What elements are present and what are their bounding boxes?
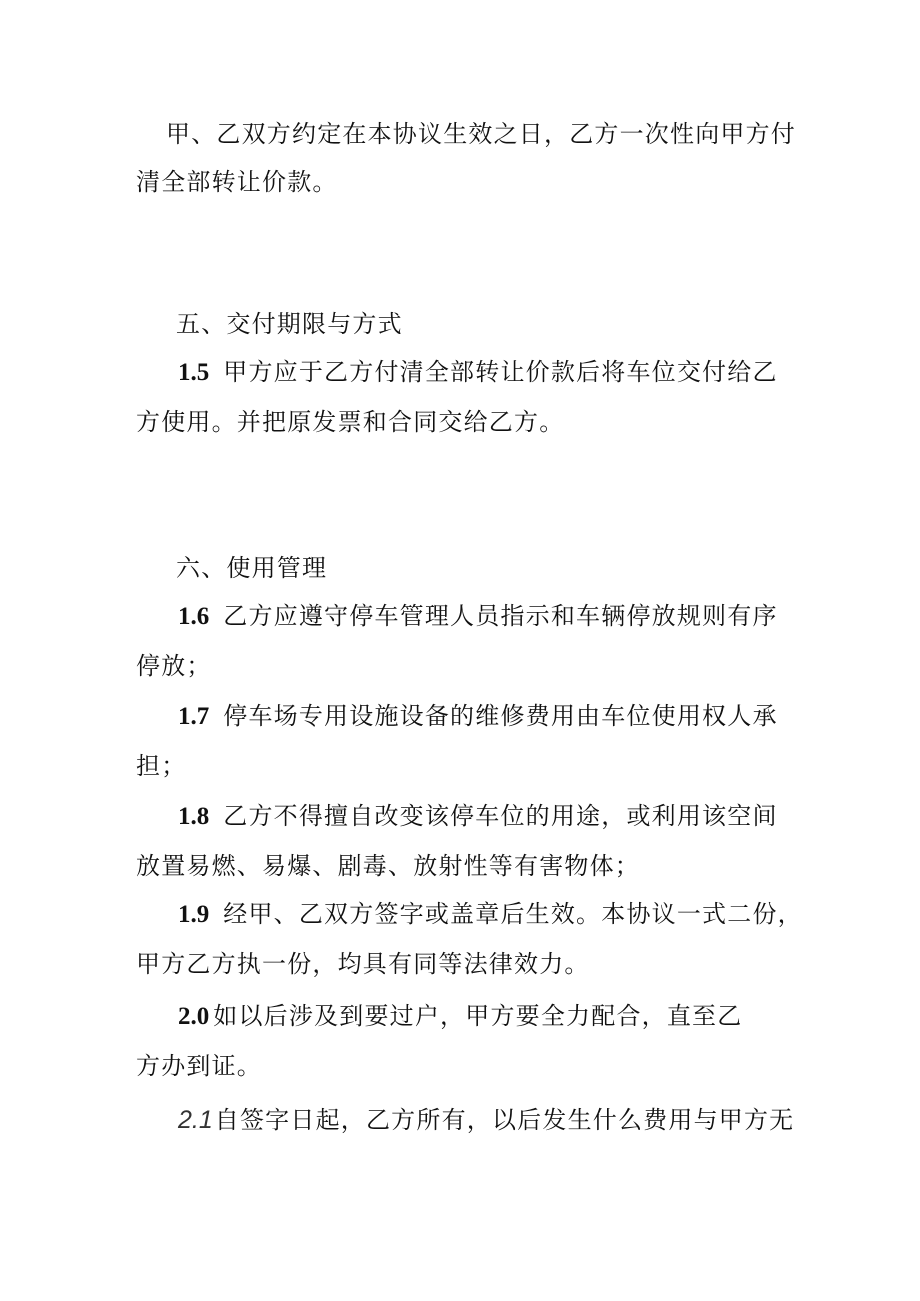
- clause-1-6-line-1: [178, 600, 778, 633]
- clause-1-9-line-2: 甲方乙方执一份，均具有同等法律效力。: [136, 950, 590, 978]
- clause-2-0-line-2: 方办到证。: [136, 1052, 262, 1080]
- clause-1-8-line-2: 放置易燃、易爆、剧毒、放射性等有害物体；: [136, 852, 640, 880]
- clause-text: 自签字日起，乙方所有，以后发生什么费用与甲方无: [214, 1106, 795, 1134]
- clause-text: 乙方不得擅自改变该停车位的用途，或利用该空间: [223, 802, 778, 830]
- clause-number: 1.5: [178, 359, 210, 386]
- clause-text: 如以后涉及到要过户，甲方要全力配合，直至乙: [213, 1002, 743, 1030]
- clause-text: 乙方应遵守停车管理人员指示和车辆停放规则有序: [223, 602, 778, 630]
- clause-2-0-line-1: [178, 1000, 742, 1033]
- clause-text: 停车场专用设施设备的维修费用由车位使用权人承: [223, 702, 778, 730]
- clause-number: 1.7: [178, 703, 210, 730]
- clause-number: 1.8: [178, 803, 210, 830]
- clause-1-5-line-1: [178, 356, 778, 389]
- clause-text: 经甲、乙双方签字或盖章后生效。本协议一式二份，: [223, 900, 803, 928]
- clause-1-8-line-1: [178, 800, 778, 833]
- payment-paragraph-line-1: 甲、乙双方约定在本协议生效之日，乙方一次性向甲方付: [166, 120, 796, 148]
- clause-1-6-line-2: 停放；: [136, 652, 212, 680]
- clause-1-7-line-1: [178, 700, 778, 733]
- section-6-heading: 六、使用管理: [176, 554, 328, 582]
- payment-paragraph-line-2: 清全部转让价款。: [136, 168, 338, 196]
- clause-2-1-line-1: [178, 1104, 794, 1136]
- clause-text: 甲方应于乙方付清全部转让价款后将车位交付给乙: [223, 358, 778, 386]
- clause-number: 2.0: [178, 1003, 210, 1030]
- section-5-heading: 五、交付期限与方式: [176, 310, 403, 338]
- clause-1-5-line-2: 方使用。并把原发票和合同交给乙方。: [136, 408, 565, 436]
- clause-number: 2.1: [178, 1106, 213, 1134]
- clause-1-9-line-1: [178, 898, 803, 931]
- clause-number: 1.9: [178, 901, 210, 928]
- clause-number: 1.6: [178, 603, 210, 630]
- clause-1-7-line-2: 担；: [136, 752, 187, 780]
